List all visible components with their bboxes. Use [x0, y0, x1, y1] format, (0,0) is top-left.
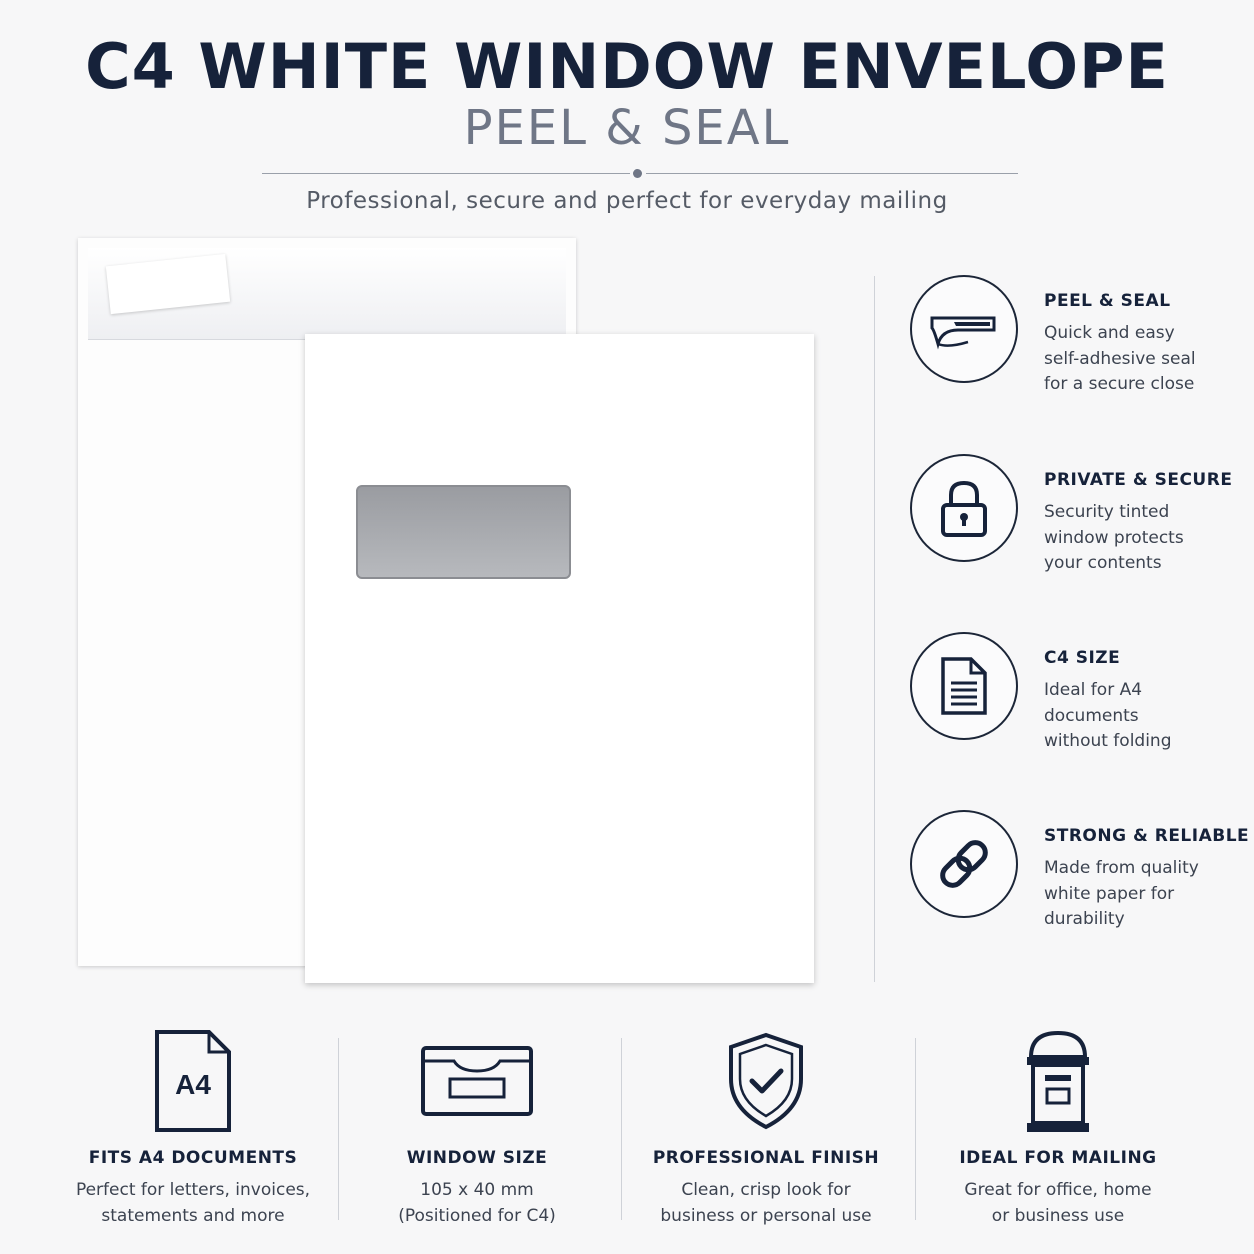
feature-peel-seal	[908, 275, 1238, 394]
chain-link-icon	[910, 810, 1018, 918]
bottom-title: FITS A4 DOCUMENTS	[88, 1148, 298, 1168]
feature-line: for a secure close	[1044, 374, 1195, 394]
feature-line: Quick and easy	[1044, 323, 1175, 343]
feature-line: Made from quality	[1044, 858, 1199, 878]
feature-line: without folding	[1044, 731, 1172, 751]
envelope-window	[356, 485, 571, 579]
bottom-professional-finish	[646, 1022, 886, 1229]
bottom-ideal-mailing	[938, 1022, 1178, 1229]
feature-line: white paper for	[1044, 883, 1175, 904]
shield-check-icon	[646, 1022, 886, 1140]
feature-line: durability	[1044, 909, 1125, 929]
page-title: C4 WHITE WINDOW ENVELOPE	[85, 30, 1169, 103]
bottom-description	[938, 1178, 1178, 1229]
bottom-line: or business use	[991, 1205, 1125, 1226]
bottom-description	[357, 1178, 597, 1229]
bottom-divider	[621, 1038, 622, 1220]
bottom-line: business or personal use	[660, 1205, 872, 1226]
envelope-front-image	[305, 334, 814, 983]
feature-strong-reliable	[908, 810, 1250, 929]
bottom-title: PROFESSIONAL FINISH	[652, 1148, 880, 1168]
bottom-title: IDEAL FOR MAILING	[959, 1148, 1157, 1168]
feature-description	[1044, 500, 1244, 577]
bottom-description	[73, 1178, 313, 1229]
a4-document-icon	[73, 1022, 313, 1140]
feature-description	[1044, 321, 1244, 398]
feature-line: self-adhesive seal	[1044, 348, 1196, 369]
document-icon	[910, 632, 1018, 740]
feature-line: Ideal for A4	[1044, 680, 1143, 700]
divider-dot	[633, 169, 642, 178]
feature-title: PRIVATE & SECURE	[1044, 470, 1233, 490]
feature-line: your contents	[1044, 553, 1162, 573]
bottom-description	[646, 1178, 886, 1229]
divider-left	[262, 173, 630, 174]
tagline: Professional, secure and perfect for everyday mailing	[306, 188, 948, 214]
bottom-line: statements and more	[101, 1205, 285, 1226]
feature-description	[1044, 678, 1244, 755]
bottom-title: WINDOW SIZE	[406, 1148, 548, 1168]
vertical-divider	[874, 276, 875, 982]
page-subtitle: PEEL & SEAL	[463, 100, 791, 156]
feature-description	[1044, 856, 1244, 933]
bottom-line: Perfect for letters, invoices,	[75, 1180, 311, 1200]
feature-c4-size	[908, 632, 1238, 751]
bottom-divider	[338, 1038, 339, 1220]
feature-title: C4 SIZE	[1044, 648, 1121, 668]
bottom-divider	[915, 1038, 916, 1220]
feature-title: PEEL & SEAL	[1044, 291, 1171, 311]
feature-line: Security tinted	[1044, 502, 1170, 522]
feature-private-secure	[908, 454, 1238, 573]
padlock-icon	[910, 454, 1018, 562]
bottom-line: 105 x 40 mm	[420, 1180, 534, 1200]
peel-seal-icon	[910, 275, 1018, 383]
window-envelope-icon	[357, 1022, 597, 1140]
feature-line: window protects	[1044, 527, 1184, 548]
bottom-line: Clean, crisp look for	[681, 1180, 851, 1200]
feature-title: STRONG & RELIABLE	[1044, 826, 1250, 846]
post-box-icon	[938, 1022, 1178, 1140]
bottom-fits-a4	[73, 1022, 313, 1229]
bottom-line: (Positioned for C4)	[398, 1205, 556, 1226]
divider-right	[646, 173, 1018, 174]
feature-line: documents	[1044, 705, 1139, 726]
bottom-line: Great for office, home	[964, 1180, 1152, 1200]
bottom-window-size	[357, 1022, 597, 1229]
a4-label: A4	[175, 1069, 211, 1100]
